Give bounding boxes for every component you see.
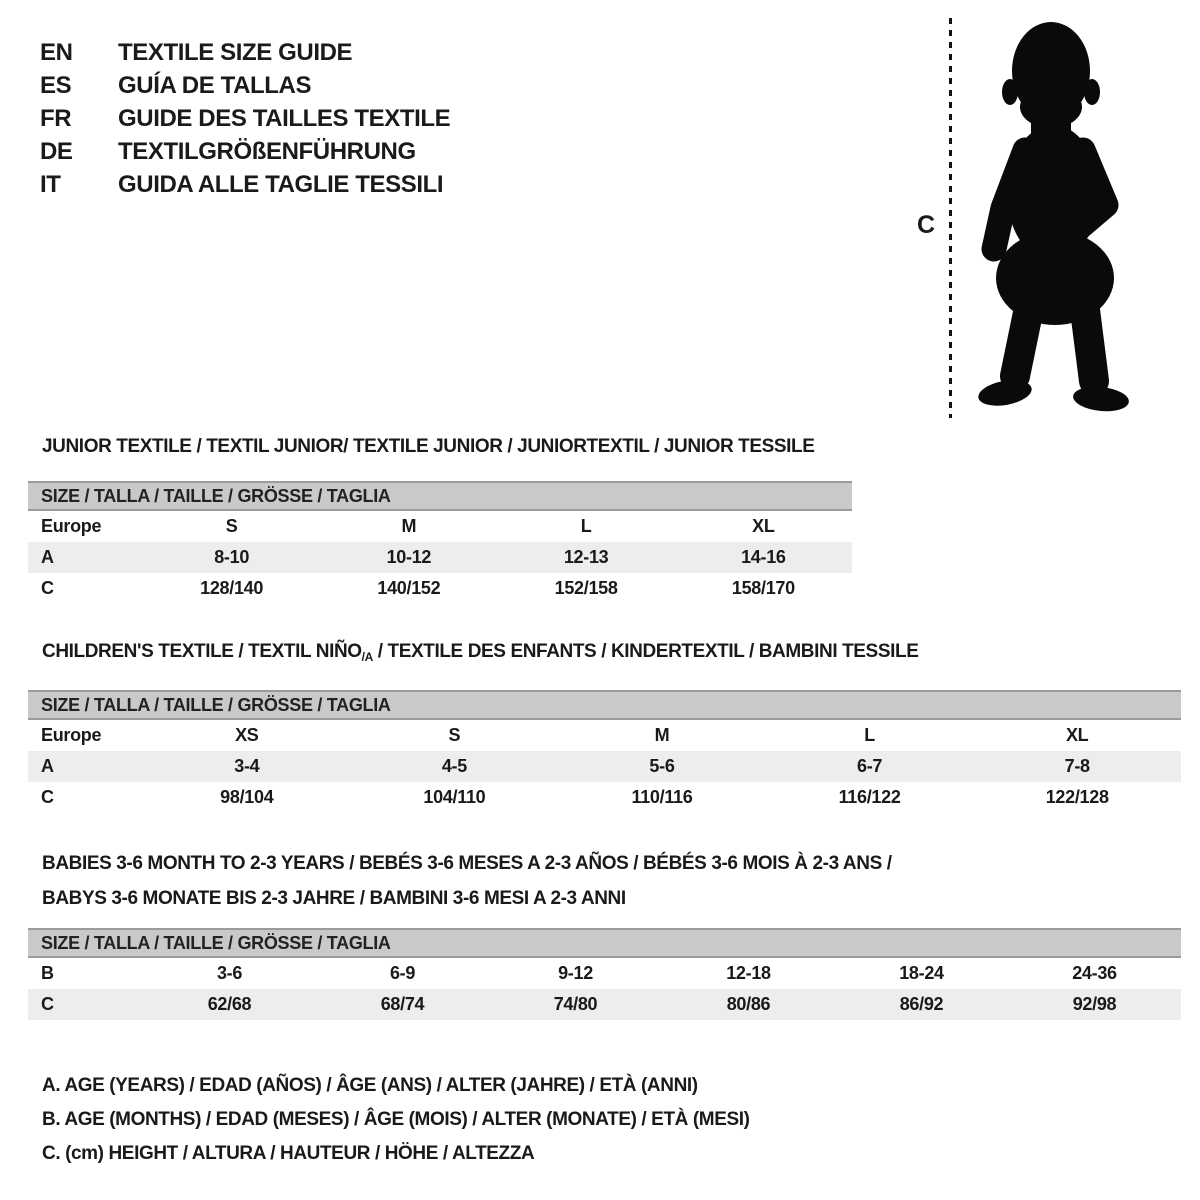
legend-line-age-months: B. AGE (MONTHS) / EDAD (MESES) / ÂGE (MOIS) / ALTER (MONATE) / ETÀ (MESI) — [42, 1109, 750, 1130]
row-label: Europe — [41, 725, 102, 745]
measurement-legend — [42, 1069, 750, 1171]
children-title-text: CHILDREN'S TEXTILE / TEXTIL NIÑO — [42, 641, 362, 662]
baby-silhouette-icon — [963, 8, 1153, 418]
size-cell: 152/158 — [554, 578, 618, 598]
size-cell: 3-6 — [216, 963, 243, 983]
row-label: Europe — [41, 516, 102, 536]
size-cell: 68/74 — [380, 994, 425, 1014]
babies-title-line1: BABIES 3-6 MONTH TO 2-3 YEARS / BEBÉS 3-6 MESES A 2-3 AÑOS / BÉBÉS 3-6 MOIS À 2-3 ANS / — [42, 853, 892, 874]
size-cell: XL — [752, 516, 775, 536]
language-title: GUIDA ALLE TAGLIE TESSILI — [118, 171, 444, 198]
row-label: C — [41, 578, 54, 598]
language-row-de — [40, 135, 450, 168]
size-cell: 6-9 — [389, 963, 416, 983]
row-label: B — [41, 963, 54, 983]
language-title: TEXTILGRÖßENFÜHRUNG — [118, 138, 416, 165]
language-code: DE — [40, 138, 73, 165]
size-cell: 5-6 — [649, 756, 675, 776]
size-header-bar: SIZE / TALLA / TAILLE / GRÖSSE / TAGLIA — [28, 690, 1181, 720]
children-title-sub: /A — [361, 650, 373, 664]
size-cell: 74/80 — [553, 994, 598, 1014]
height-dashed-line — [949, 18, 952, 418]
size-cell: L — [864, 725, 875, 745]
height-measure-label: C — [917, 211, 936, 239]
table-row-age-years — [28, 751, 1181, 782]
size-cell: L — [580, 516, 592, 536]
size-cell: M — [401, 516, 417, 536]
language-row-es — [40, 69, 450, 102]
size-cell: XS — [235, 725, 259, 745]
row-label: C — [41, 787, 54, 807]
children-title-text: / TEXTILE DES ENFANTS / KINDERTEXTIL / BAMBINI TESSILE — [372, 641, 919, 662]
language-title: TEXTILE SIZE GUIDE — [118, 39, 353, 66]
legend-line-age-years: A. AGE (YEARS) / EDAD (AÑOS) / ÂGE (ANS) / ALTER (JAHRE) / ETÀ (ANNI) — [42, 1075, 698, 1096]
table-row-age-months — [28, 958, 1181, 989]
babies-size-table — [28, 928, 1181, 1020]
junior-size-table — [28, 481, 852, 604]
size-cell: 128/140 — [200, 578, 264, 598]
baby-height-figure — [905, 8, 1160, 426]
table-row-age-years — [28, 542, 852, 573]
table-row-europe — [28, 511, 852, 542]
babies-section-title — [42, 846, 892, 916]
size-cell: 158/170 — [731, 578, 795, 598]
language-row-it — [40, 168, 450, 201]
babies-title-line2: BABYS 3-6 MONATE BIS 2-3 JAHRE / BAMBINI 3-6 MESI A 2-3 ANNI — [42, 888, 626, 909]
size-header-bar: SIZE / TALLA / TAILLE / GRÖSSE / TAGLIA — [28, 481, 852, 511]
size-cell: 14-16 — [741, 547, 786, 567]
size-cell: 12-13 — [563, 547, 609, 567]
size-cell: 80/86 — [726, 994, 771, 1014]
size-cell: 104/110 — [423, 787, 486, 807]
size-cell: 140/152 — [377, 578, 441, 598]
size-cell: 10-12 — [386, 547, 432, 567]
size-cell: 8-10 — [214, 547, 250, 567]
size-cell: 9-12 — [558, 963, 593, 983]
size-cell: 110/116 — [631, 787, 693, 807]
language-row-fr — [40, 102, 450, 135]
size-cell: XL — [1065, 725, 1089, 745]
size-cell: 7-8 — [1064, 756, 1090, 776]
size-cell: 92/98 — [1072, 994, 1117, 1014]
language-title-list — [40, 36, 450, 201]
size-cell: M — [654, 725, 670, 745]
language-row-en — [40, 36, 450, 69]
language-code: IT — [40, 171, 61, 198]
size-header-bar: SIZE / TALLA / TAILLE / GRÖSSE / TAGLIA — [28, 928, 1181, 958]
row-label: A — [41, 756, 54, 776]
size-cell: 122/128 — [1045, 787, 1109, 807]
size-cell: S — [448, 725, 461, 745]
language-title: GUIDE DES TAILLES TEXTILE — [118, 105, 451, 132]
row-label: A — [41, 547, 54, 567]
table-row-height — [28, 782, 1181, 813]
size-cell: 116/122 — [838, 787, 901, 807]
legend-line-height: C. (cm) HEIGHT / ALTURA / HAUTEUR / HÖHE / ALTEZZA — [42, 1143, 535, 1164]
language-code: EN — [40, 39, 73, 66]
language-title: GUÍA DE TALLAS — [118, 72, 312, 99]
size-cell: 12-18 — [726, 963, 771, 983]
table-row-europe — [28, 720, 1181, 751]
size-cell: 18-24 — [899, 963, 944, 983]
size-cell: S — [225, 516, 238, 536]
children-section-title — [42, 641, 918, 664]
size-cell: 86/92 — [899, 994, 944, 1014]
table-row-height — [28, 573, 852, 604]
size-cell: 6-7 — [857, 756, 883, 776]
size-cell: 3-4 — [234, 756, 260, 776]
size-cell: 62/68 — [207, 994, 252, 1014]
language-code: FR — [40, 105, 72, 132]
size-cell: 24-36 — [1072, 963, 1117, 983]
size-cell: 4-5 — [441, 756, 467, 776]
children-size-table — [28, 690, 1181, 813]
size-cell: 98/104 — [220, 787, 274, 807]
language-code: ES — [40, 72, 72, 99]
row-label: C — [41, 994, 54, 1014]
junior-section-title: JUNIOR TEXTILE / TEXTIL JUNIOR/ TEXTILE JUNIOR / JUNIORTEXTIL / JUNIOR TESSILE — [42, 436, 815, 457]
table-row-height — [28, 989, 1181, 1020]
